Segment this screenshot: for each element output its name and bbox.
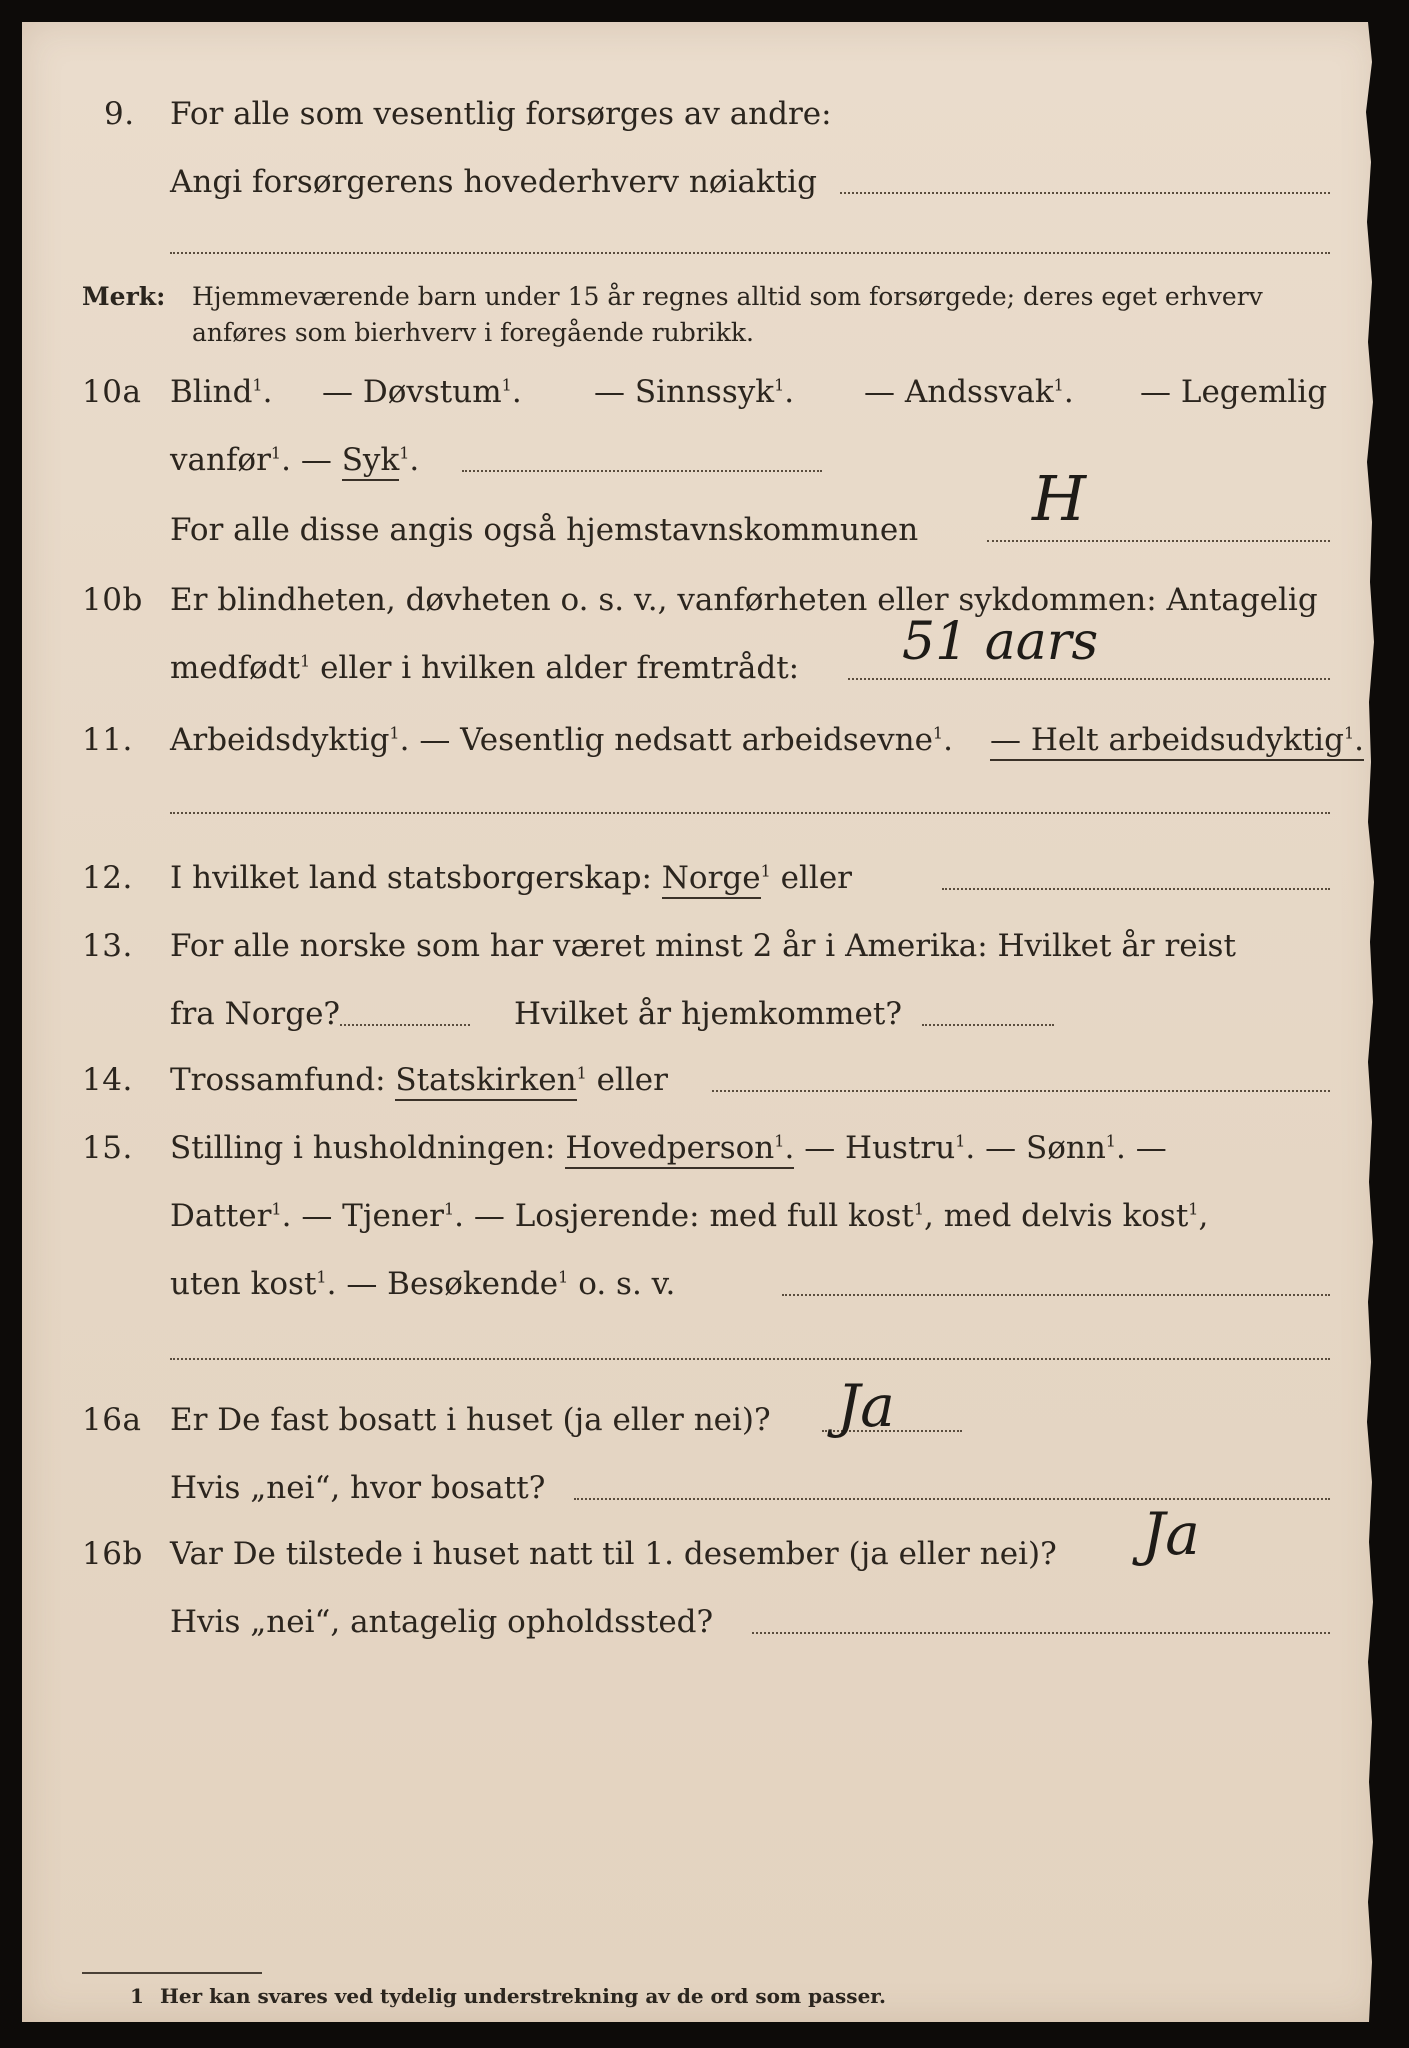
q10a-line3: For alle disse angis også hjemstavnskommunen: [170, 512, 919, 548]
option-uten-kost[interactable]: uten kost: [170, 1266, 317, 1302]
q15-line2: Datter$^1$. — Tjener$^1$. — Losjerende: med full kost$^1$, med delvis kost$^1$,: [170, 1198, 1209, 1234]
option-legemlig[interactable]: — Legemlig: [1140, 374, 1328, 410]
footnote-mark: 1: [1343, 723, 1355, 743]
hjemkommet-answer-line[interactable]: [922, 1024, 1054, 1026]
option-sonn[interactable]: — Sønn: [985, 1130, 1106, 1166]
footnote-mark: 1: [1053, 375, 1064, 395]
q11-answer-line[interactable]: [170, 812, 1330, 814]
footnote-rule: [82, 1972, 262, 1974]
q13-line1: For alle norske som har været minst 2 år i Amerika: Hvilket år reist: [170, 928, 1236, 964]
q15-number: 15.: [82, 1130, 133, 1166]
q9-number: 9.: [104, 96, 135, 132]
hovedperson-text: Hovedperson: [565, 1130, 775, 1166]
dash: —: [1135, 1130, 1167, 1166]
q13-reist-label: fra Norge?: [170, 996, 341, 1032]
q10a-blind: Blind$^1$.: [170, 374, 273, 410]
footnote-mark: 1: [501, 375, 512, 395]
q10a-line-fill[interactable]: [462, 470, 822, 472]
q10a-number: 10a: [82, 374, 142, 410]
q10b-number: 10b: [82, 582, 143, 618]
q11-number: 11.: [82, 722, 133, 758]
torn-edge: [1358, 22, 1380, 2022]
footnote-mark: 1: [399, 443, 410, 463]
option-datter[interactable]: Datter: [170, 1198, 272, 1234]
q16b-line2: Hvis „nei“, antagelig opholdssted?: [170, 1604, 714, 1640]
bosatt-answer[interactable]: Ja: [837, 1372, 895, 1440]
statsborgerskap-answer-line[interactable]: [942, 888, 1330, 890]
option-nedsatt[interactable]: — Vesentlig nedsatt arbeidsevne: [419, 722, 933, 758]
footnote-mark: 1: [389, 723, 400, 743]
footnote-mark: 1: [955, 1131, 966, 1151]
option-medfodt[interactable]: medfødt: [170, 650, 301, 686]
q10b-line2: [170, 650, 799, 686]
footnote-mark: 1: [300, 651, 311, 671]
footnote-mark: 1: [316, 1267, 327, 1287]
opholdssted-answer-line[interactable]: [752, 1632, 1330, 1634]
helt-udyktig-text: — Helt arbeidsudyktig: [990, 722, 1344, 758]
trossamfund-answer-line[interactable]: [712, 1090, 1330, 1092]
option-hovedperson-underlined[interactable]: Hovedperson$^1$.: [565, 1130, 794, 1169]
q14-text: [170, 1062, 668, 1098]
q9-answer-line[interactable]: [840, 192, 1330, 194]
q10a-vanfor: vanfør$^1$. — Syk$^1$.: [170, 442, 419, 478]
footnote-mark: 1: [774, 1131, 785, 1151]
footnote-mark: 1: [913, 1199, 925, 1219]
dash: —: [300, 442, 332, 478]
osv-label: o. s. v.: [578, 1266, 676, 1302]
hvor-bosatt-answer-line[interactable]: [574, 1498, 1330, 1500]
footnote-text: Her kan svares ved tydelig understrekning av de ord som passer.: [160, 1984, 886, 2008]
q16b-number: 16b: [82, 1536, 143, 1572]
merk-line1: Hjemmeværende barn under 15 år regnes alltid som forsørgede; deres eget erhverv: [192, 282, 1263, 311]
reist-answer-line[interactable]: [340, 1024, 470, 1026]
q15-line1: Stilling i husholdningen: Hovedperson$^1$. — Hustru$^1$. — Sønn$^1$. —: [170, 1130, 1167, 1166]
footnote-mark: 1: [271, 1199, 282, 1219]
tilstede-answer[interactable]: Ja: [1142, 1500, 1200, 1568]
footnote-mark: 1: [558, 1267, 569, 1287]
option-sinnssyk[interactable]: — Sinnssyk: [594, 374, 775, 410]
footnote-mark: 1: [1188, 1199, 1199, 1219]
q15-line3: uten kost$^1$. — Besøkende$^1$ o. s. v.: [170, 1266, 676, 1302]
q12-text: [170, 860, 852, 896]
option-delvis-kost[interactable]: , med delvis kost: [924, 1198, 1189, 1234]
statsborgerskap-label: I hvilket land statsborgerskap:: [170, 860, 652, 896]
option-statskirken-underlined[interactable]: Statskirken: [395, 1062, 576, 1101]
q12-number: 12.: [82, 860, 133, 896]
alder-answer-line[interactable]: [848, 678, 1330, 680]
footnote-mark: 1: [1105, 1131, 1116, 1151]
q13-number: 13.: [82, 928, 133, 964]
stilling-label: Stilling i husholdningen:: [170, 1130, 556, 1166]
q16b-line1: Var De tilstede i huset natt til 1. desember (ja eller nei)?: [170, 1536, 1057, 1572]
option-norge-underlined[interactable]: Norge: [662, 860, 761, 899]
footnote-mark: 1: [130, 1984, 144, 2008]
alder-label: eller i hvilken alder fremtrådt:: [320, 650, 800, 686]
eller-label: eller: [596, 1062, 668, 1098]
option-helt-udyktig-underlined[interactable]: — Helt arbeidsudyktig$^1$.: [990, 722, 1364, 761]
q16a-line2: Hvis „nei“, hvor bosatt?: [170, 1470, 546, 1506]
hjemstavn-answer[interactable]: H: [1032, 462, 1087, 535]
option-arbeidsdyktig[interactable]: Arbeidsdyktig: [170, 722, 390, 758]
q10b-line1: Er blindheten, døvheten o. s. v., vanførheten eller sykdommen: Antagelig: [170, 582, 1318, 618]
option-syk-underlined[interactable]: Syk: [342, 442, 400, 481]
footnote-mark: 1: [774, 375, 785, 395]
option-full-kost[interactable]: — Losjerende: med full kost: [473, 1198, 914, 1234]
footnote-mark: 1: [760, 861, 771, 881]
alder-answer[interactable]: 51 aars: [902, 612, 1099, 672]
stilling-answer-line-2[interactable]: [170, 1358, 1330, 1360]
footnote-mark: 1: [252, 375, 263, 395]
footnote-mark: 1: [932, 723, 944, 743]
hjemstavn-answer-line[interactable]: [987, 540, 1330, 542]
q16a-line1: Er De fast bosatt i huset (ja eller nei)?: [170, 1402, 771, 1438]
form-page: [22, 22, 1380, 2022]
q9-answer-line-2[interactable]: [170, 252, 1330, 254]
option-tjener[interactable]: — Tjener: [301, 1198, 444, 1234]
eller-label: eller: [780, 860, 852, 896]
stilling-answer-line[interactable]: [782, 1294, 1330, 1296]
q14-number: 14.: [82, 1062, 133, 1098]
footnote-mark: 1: [270, 443, 282, 463]
option-dovstum[interactable]: — Døvstum: [322, 374, 502, 410]
option-blind[interactable]: Blind: [170, 374, 253, 410]
option-besokende[interactable]: — Besøkende: [346, 1266, 559, 1302]
trossamfund-label: Trossamfund:: [170, 1062, 386, 1098]
q11-options: Arbeidsdyktig$^1$. — Vesentlig nedsatt arbeidsevne$^1$.: [170, 722, 953, 758]
q10a-dovstum: — Døvstum$^1$.: [322, 374, 522, 410]
q13-hjemkommet-label: Hvilket år hjemkommet?: [514, 996, 902, 1032]
option-hustru[interactable]: — Hustru: [804, 1130, 956, 1166]
option-andssvak[interactable]: — Andssvak: [864, 374, 1054, 410]
q9-line1: For alle som vesentlig forsørges av andre:: [170, 96, 832, 132]
q16a-number: 16a: [82, 1402, 142, 1438]
option-vanfor[interactable]: vanfør: [170, 442, 271, 478]
merk-label: Merk:: [82, 282, 166, 311]
footnote-mark: 1: [576, 1063, 587, 1083]
q10a-sinnssyk: — Sinnssyk$^1$.: [594, 374, 795, 410]
merk-line2: anføres som bierhverv i foregående rubrikk.: [192, 318, 754, 347]
q9-line2: Angi forsørgerens hovederhverv nøiaktig: [170, 164, 817, 200]
footnote-mark: 1: [443, 1199, 455, 1219]
q10a-andssvak: — Andssvak$^1$.: [864, 374, 1074, 410]
